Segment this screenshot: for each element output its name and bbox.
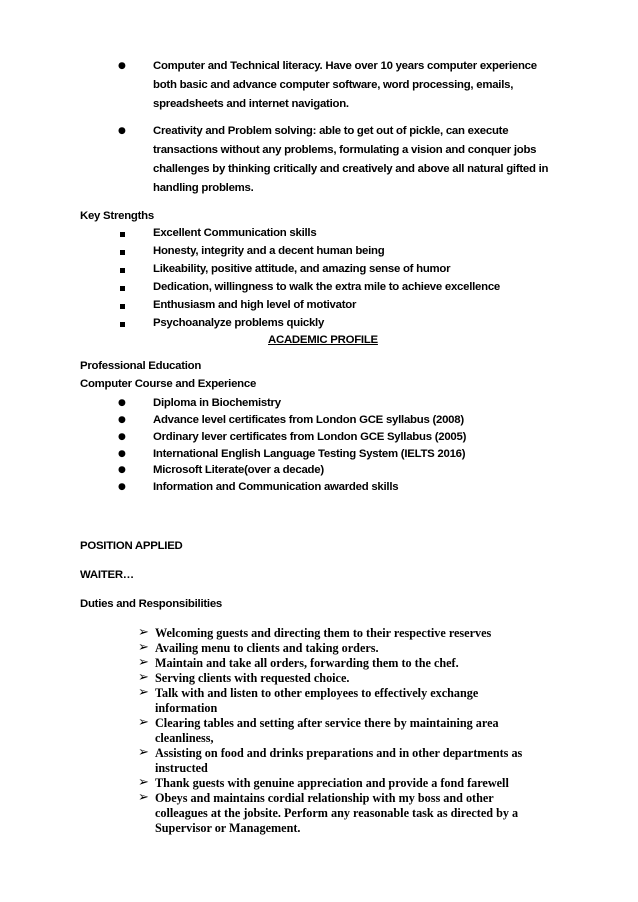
professional-education-heading: Professional Education [80,360,202,372]
bullet-dot-icon: ● [118,415,126,425]
position-title: WAITER… [80,569,134,581]
duty-item: Welcoming guests and directing them to their respective reserves [155,626,492,640]
strength-item: Excellent Communication skills [153,227,317,239]
arrow-bullet-icon: ➢ [138,625,149,640]
arrow-bullet-icon: ➢ [138,685,149,700]
duty-item: Maintain and take all orders, forwarding them to the chef. [155,656,459,670]
strength-item: Honesty, integrity and a decent human being [153,245,385,257]
duty-item: Clearing tables and setting after service there by maintaining area [155,716,499,730]
arrow-bullet-icon: ➢ [138,655,149,670]
bullet-square-icon [120,286,125,291]
academic-item: International English Language Testing System (IELTS 2016) [153,448,466,460]
strength-item: Likeability, positive attitude, and amazing sense of humor [153,263,451,275]
skill-2-line-1: Creativity and Problem solving: able to get out of pickle, can execute [153,125,509,137]
bullet-square-icon [120,268,125,273]
bullet-square-icon [120,322,125,327]
duty-item: Thank guests with genuine appreciation and provide a fond farewell [155,776,509,790]
bullet-dot-icon: ● [118,61,126,71]
academic-item: Advance level certificates from London GCE syllabus (2008) [153,414,464,426]
academic-item: Microsoft Literate(over a decade) [153,464,324,476]
skill-2-line-2: transactions without any problems, formulating a vision and conquer jobs [153,144,537,156]
bullet-dot-icon: ● [118,482,126,492]
arrow-bullet-icon: ➢ [138,640,149,655]
bullet-dot-icon: ● [118,465,126,475]
academic-profile-title: ACADEMIC PROFILE [268,334,378,346]
strength-item: Psychoanalyze problems quickly [153,317,325,329]
duty-item: Talk with and listen to other employees to effectively exchange [155,686,479,700]
strength-item: Enthusiasm and high level of motivator [153,299,357,311]
bullet-dot-icon: ● [118,126,126,136]
arrow-bullet-icon: ➢ [138,715,149,730]
duty-item: Assisting on food and drinks preparations and in other departments as [155,746,523,760]
skill-1-line-3: spreadsheets and internet navigation. [153,98,349,110]
skill-2-line-3: challenges by thinking critically and creatively and above all natural gifted in [153,163,549,175]
arrow-bullet-icon: ➢ [138,775,149,790]
key-strengths-heading: Key Strengths [80,210,154,222]
academic-item: Diploma in Biochemistry [153,397,281,409]
bullet-dot-icon: ● [118,432,126,442]
bullet-dot-icon: ● [118,449,126,459]
duties-heading: Duties and Responsibilities [80,598,222,610]
duty-item: Serving clients with requested choice. [155,671,350,685]
academic-item: Ordinary lever certificates from London GCE Syllabus (2005) [153,431,467,443]
bullet-square-icon [120,250,125,255]
skill-1-line-1: Computer and Technical literacy. Have over 10 years computer experience [153,60,537,72]
arrow-bullet-icon: ➢ [138,670,149,685]
computer-course-heading: Computer Course and Experience [80,378,257,390]
bullet-square-icon [120,304,125,309]
bullet-dot-icon: ● [118,398,126,408]
bullet-square-icon [120,232,125,237]
skill-2-line-4: handling problems. [153,182,254,194]
duty-item: Availing menu to clients and taking orders. [155,641,379,655]
position-applied-heading: POSITION APPLIED [80,540,183,552]
skill-1-line-2: both basic and advance computer software, word processing, emails, [153,79,514,91]
academic-item: Information and Communication awarded skills [153,481,399,493]
duty-item-continuation: Supervisor or Management. [155,821,301,835]
duty-item-continuation: colleagues at the jobsite. Perform any reasonable task as directed by a [155,806,519,820]
strength-item: Dedication, willingness to walk the extra mile to achieve excellence [153,281,501,293]
arrow-bullet-icon: ➢ [138,790,149,805]
arrow-bullet-icon: ➢ [138,745,149,760]
duty-item-continuation: instructed [155,761,208,775]
duty-item: Obeys and maintains cordial relationship with my boss and other [155,791,494,805]
duty-item-continuation: cleanliness, [155,731,214,745]
duty-item-continuation: information [155,701,218,715]
